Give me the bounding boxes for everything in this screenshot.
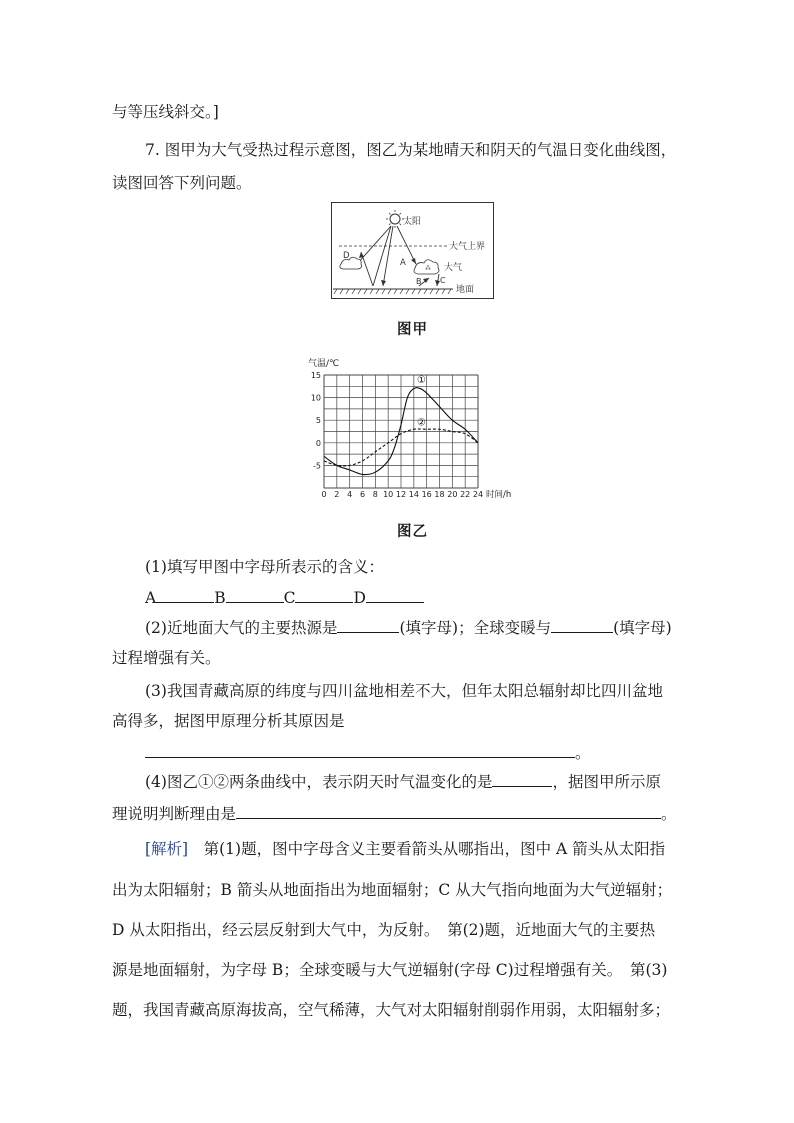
question-stem-line1: 7. 图甲为大气受热过程示意图，图乙为某地晴天和阴天的气温日变化曲线图， — [145, 141, 677, 159]
x-tick-label: 6 — [359, 490, 366, 499]
letter-a: A — [400, 258, 406, 268]
q1-blanks — [145, 587, 424, 608]
atmosphere-label: 大气 — [444, 263, 463, 273]
q1-blank-a[interactable] — [156, 587, 214, 603]
x-tick-label: 10 — [383, 490, 394, 499]
x-tick-label: 16 — [421, 490, 432, 499]
q4-line2 — [112, 803, 677, 824]
chart-ylabel: 气温/℃ — [308, 359, 340, 369]
chart-xlabel: 时间/h — [486, 490, 512, 500]
y-tick-label: 15 — [310, 371, 321, 380]
figure-jia-diagram — [331, 202, 494, 299]
q2-text-1: (2)近地面大气的主要热源是 — [145, 619, 338, 637]
analysis-line2: 出为太阳辐射；B 箭头从地面指出为地面辐射；C 从大气指向地面为大气逆辐射； — [112, 881, 673, 899]
x-tick-label: 12 — [395, 490, 407, 499]
q2-line2: 过程增强有关。 — [112, 649, 221, 667]
y-tick-label: 5 — [315, 416, 321, 426]
x-tick-label: 8 — [372, 490, 378, 499]
figure-yi-caption: 图乙 — [397, 524, 428, 540]
y-tick-label: 10 — [310, 393, 321, 403]
q1-blank-b[interactable] — [226, 587, 284, 603]
q1-prompt: (1)填写甲图中字母所表示的含义： — [145, 558, 384, 576]
figure-yi-chart — [300, 350, 530, 505]
x-tick-label: 2 — [334, 490, 340, 499]
q4-line1 — [145, 771, 661, 792]
series-2-marker: ② — [417, 417, 427, 429]
q3-answer-line — [145, 742, 591, 763]
previous-answer-tail: 与等压线斜交。] — [112, 103, 219, 121]
analysis-line4: 源是地面辐射，为字母 B；全球变暖与大气逆辐射(字母 C)过程增强有关。 第(3) — [112, 961, 668, 979]
q4-end: 。 — [661, 805, 677, 823]
q3-line1: (3)我国青藏高原的纬度与四川盆地相差不大，但年太阳总辐射却比四川盆地 — [145, 682, 663, 700]
atmosphere-top-label: 大气上界 — [449, 242, 486, 252]
letter-b: B — [416, 277, 422, 286]
q1-letter-b: B — [214, 589, 226, 607]
svg-text:⁂: ⁂ — [425, 265, 431, 272]
q3-blank[interactable] — [145, 742, 575, 758]
sun-label: 太阳 — [403, 217, 422, 227]
q4-blank-2[interactable] — [236, 803, 661, 819]
q1-letter-c: C — [283, 589, 296, 607]
letter-c: C — [440, 276, 446, 285]
q1-blank-d[interactable] — [366, 587, 424, 603]
analysis-line3: D 从太阳指出，经云层反射到大气中，为反射。 第(2)题，近地面大气的主要热 — [112, 921, 656, 939]
q4-blank-1[interactable] — [492, 771, 552, 787]
q1-blank-c[interactable] — [295, 587, 353, 603]
q3-end: 。 — [575, 744, 591, 762]
y-tick-label: -5 — [313, 461, 321, 471]
question-stem-line2: 读图回答下列问题。 — [112, 174, 252, 192]
q4-text-2: ，据图甲所示原 — [552, 773, 661, 791]
q2-blank-1[interactable] — [337, 617, 399, 633]
x-tick-label: 22 — [460, 490, 471, 499]
q4-text-3: 理说明判断理由是 — [112, 805, 237, 823]
q4-text-1: (4)图乙①②两条曲线中，表示阴天时气温变化的是 — [145, 773, 493, 791]
y-tick-label: 0 — [315, 438, 321, 448]
q2-blank-2[interactable] — [551, 617, 613, 633]
series-1-marker: ① — [417, 375, 427, 387]
analysis-text-1: 第(1)题，图中字母含义主要看箭头从哪指出，图中 A 箭头从太阳指 — [188, 840, 666, 858]
x-tick-label: 4 — [347, 490, 353, 499]
x-tick-label: 0 — [321, 490, 327, 499]
analysis-tag: [解析] — [145, 840, 189, 858]
q1-letter-a: A — [145, 589, 157, 607]
q2-line1 — [145, 617, 672, 638]
x-tick-label: 24 — [472, 490, 484, 499]
letter-d: D — [343, 251, 350, 261]
x-tick-label: 20 — [447, 490, 458, 499]
q2-text-2: (填字母)；全球变暖与 — [399, 619, 552, 637]
figure-jia-caption: 图甲 — [397, 322, 428, 338]
ground-label: 地面 — [456, 285, 475, 295]
q2-text-3: (填字母) — [613, 619, 672, 637]
q1-letter-d: D — [353, 589, 366, 607]
q3-line2: 高得多，据图甲原理分析其原因是 — [112, 712, 345, 730]
x-tick-label: 14 — [408, 490, 419, 499]
analysis-line1 — [145, 839, 665, 859]
analysis-line5: 题，我国青藏高原海拔高，空气稀薄，大气对太阳辐射削弱作用弱，太阳辐射多； — [112, 1001, 671, 1019]
x-tick-label: 18 — [434, 490, 445, 499]
